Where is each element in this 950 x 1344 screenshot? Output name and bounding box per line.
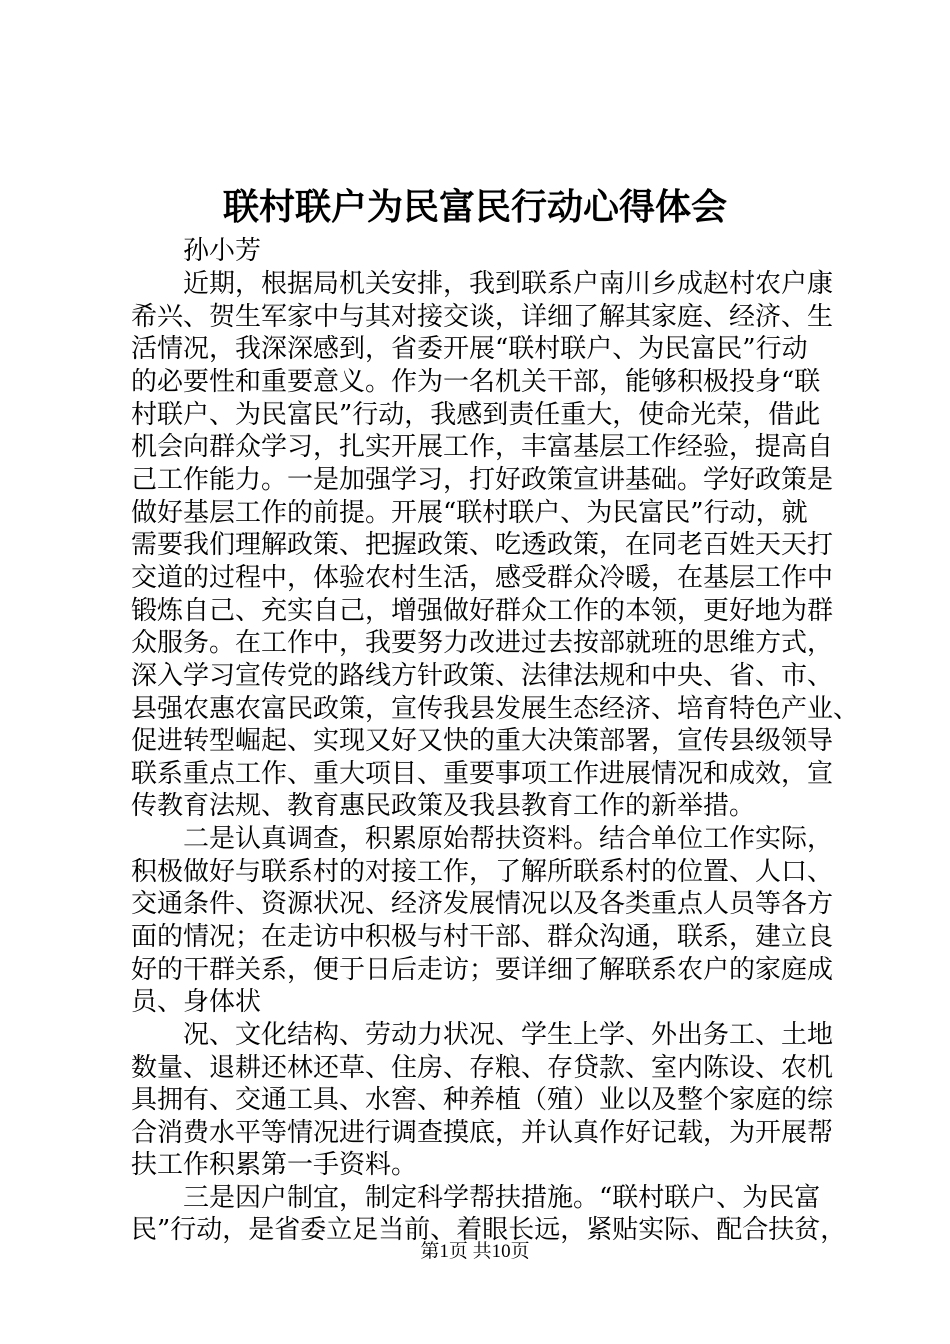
body-line: 具拥有、交通工具、水窖、种养植（殖）业以及整个家庭的综	[131, 1085, 834, 1115]
body-line: 己工作能力。一是加强学习，打好政策宣讲基础。学好政策是	[131, 465, 834, 495]
body-line: 数量、退耕还林还草、住房、存粮、存贷款、室内陈设、农机	[131, 1053, 834, 1083]
body-line: 二是认真调查，积累原始帮扶资料。结合单位工作实际，	[183, 824, 834, 854]
body-line: 活情况，我深深感到，省委开展“联村联户、为民富民”行动	[131, 334, 808, 364]
body-line: 促进转型崛起、实现又好又快的重大决策部署，宣传县级领导	[131, 726, 834, 756]
body-line: 好的干群关系，便于日后走访；要详细了解联系农户的家庭成	[131, 955, 834, 985]
body-line: 锻炼自己、充实自己，增强做好群众工作的本领，更好地为群	[131, 596, 834, 626]
body-line: 面的情况；在走访中积极与村干部、群众沟通，联系，建立良	[131, 922, 834, 952]
body-line: 的必要性和重要意义。作为一名机关干部，能够积极投身“联	[131, 367, 821, 397]
body-line: 村联户、为民富民”行动，我感到责任重大，使命光荣，借此	[131, 400, 821, 430]
body-line: 近期，根据局机关安排，我到联系户南川乡成赵村农户康	[183, 269, 834, 299]
body-line: 深入学习宣传党的路线方针政策、法律法规和中央、省、市、	[131, 661, 834, 691]
body-line: 民”行动，是省委立足当前、着眼长远，紧贴实际、配合扶贫，	[131, 1215, 847, 1245]
body-line: 况、文化结构、劳动力状况、学生上学、外出务工、土地	[183, 1020, 834, 1050]
document-title: 联村联户为民富民行动心得体会	[222, 186, 727, 228]
body-line: 交通条件、资源状况、经济发展情况以及各类重点人员等各方	[131, 889, 834, 919]
body-line: 希兴、贺生军家中与其对接交谈，详细了解其家庭、经济、生	[131, 302, 834, 332]
body-line: 三是因户制宜，制定科学帮扶措施。“联村联户、为民富	[183, 1183, 821, 1213]
body-line: 需要我们理解政策、把握政策、吃透政策，在同老百姓天天打	[131, 530, 834, 560]
body-line: 员、身体状	[131, 987, 262, 1017]
body-line: 合消费水平等情况进行调查摸底，并认真作好记载，为开展帮	[131, 1118, 834, 1148]
page-footer: 第1页 共10页	[420, 1241, 530, 1262]
body-line: 扶工作积累第一手资料。	[131, 1150, 418, 1180]
body-line: 联系重点工作、重大项目、重要事项工作进展情况和成效，宣	[131, 759, 834, 789]
body-line: 交道的过程中，体验农村生活，感受群众冷暖，在基层工作中	[131, 563, 834, 593]
body-line: 传教育法规、教育惠民政策及我县教育工作的新举措。	[131, 791, 756, 821]
body-line: 众服务。在工作中，我要努力改进过去按部就班的思维方式，	[131, 628, 834, 658]
author-name: 孙小芳	[183, 236, 262, 266]
body-line: 县强农惠农富民政策，宣传我县发展生态经济、培育特色产业、	[131, 694, 860, 724]
body-line: 积极做好与联系村的对接工作，了解所联系村的位置、人口、	[131, 857, 834, 887]
body-line: 机会向群众学习，扎实开展工作，丰富基层工作经验，提高自	[131, 432, 834, 462]
body-line: 做好基层工作的前提。开展“联村联户、为民富民”行动，就	[131, 498, 808, 528]
